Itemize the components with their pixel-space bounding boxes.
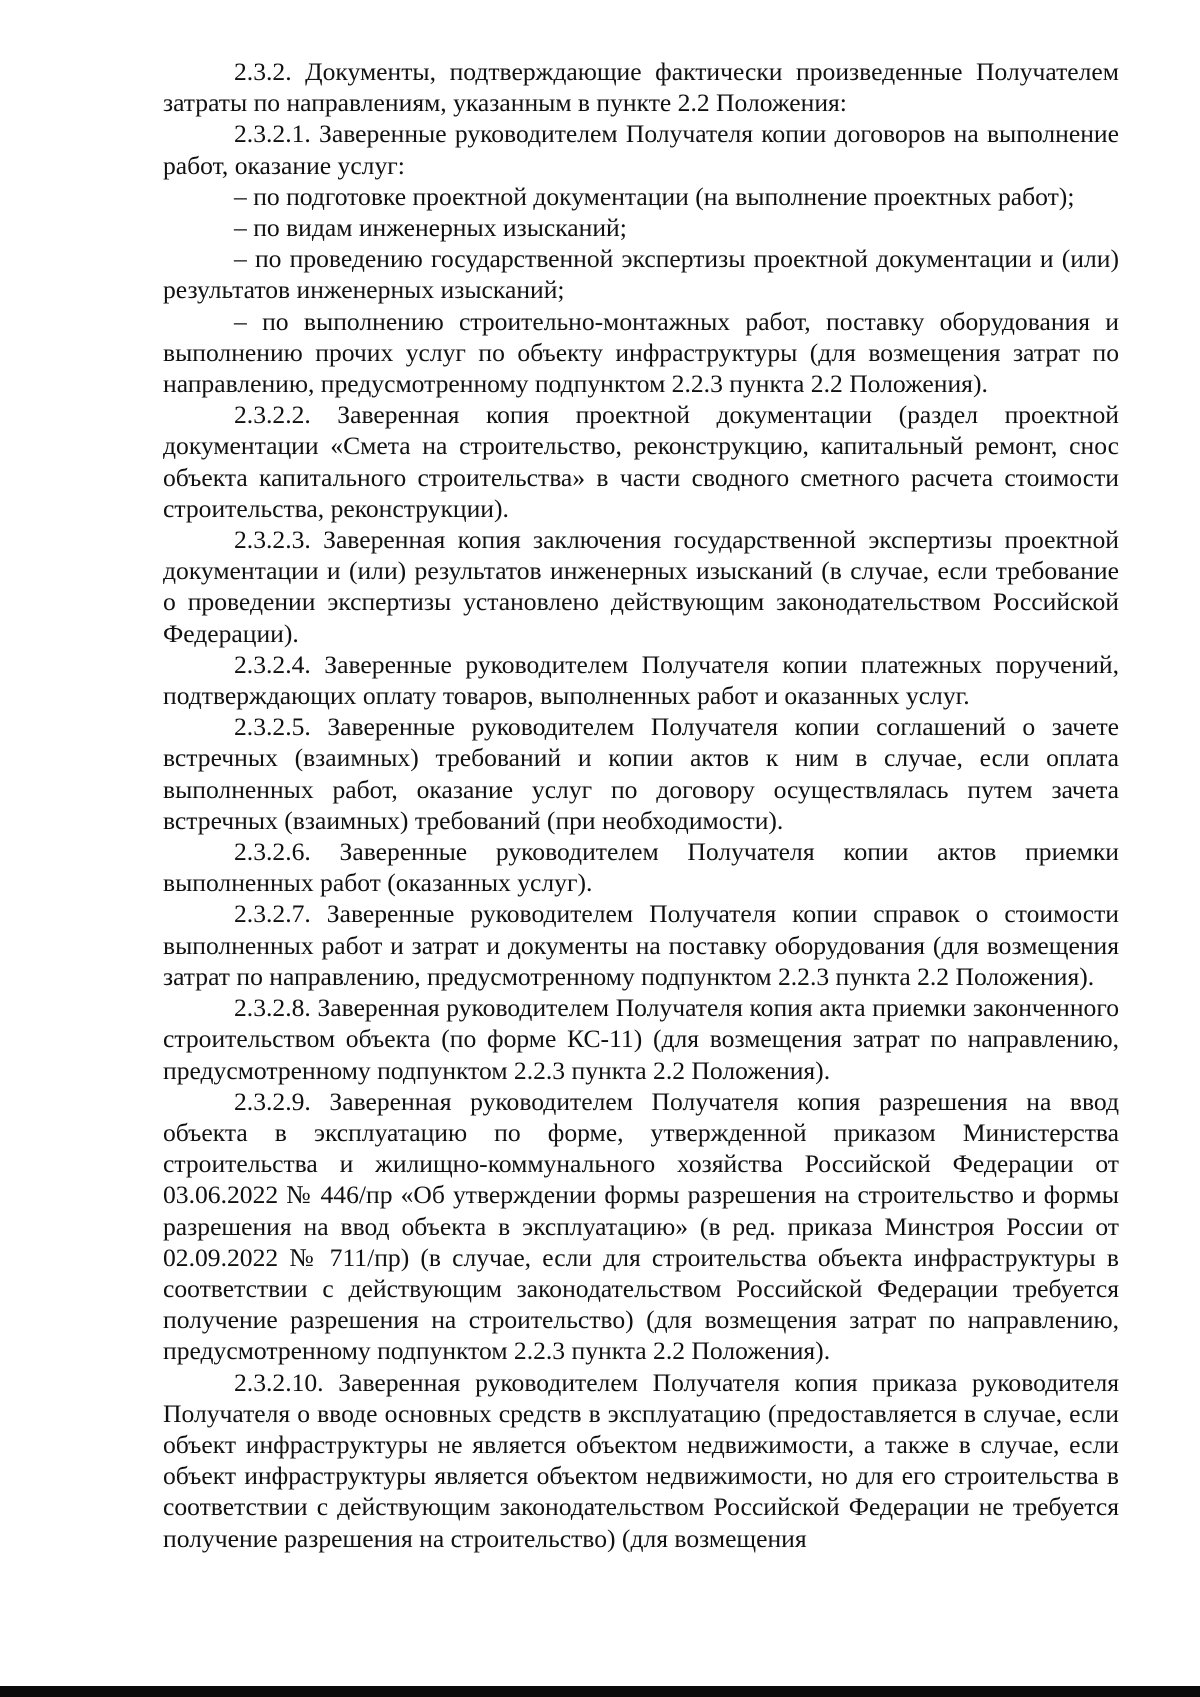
scan-bottom-edge (0, 1686, 1200, 1697)
list-item-engineering-surveys: – по видам инженерных изысканий; (234, 213, 627, 243)
paragraph-2-3-2-9: 2.3.2.9. Заверенная руководителем Получателя копия разрешения на ввод объекта в эксплуатацию по форме, утвержденной приказом Министерства строительства и жилищно-коммунального хозяйства Российской Федерации от 03.06.2022 № 446/пр «Об утверждении формы разрешения на строительство и формы разрешения на ввод объекта в эксплуатацию» (в ред. приказа Минстроя России от 02.09.2022 № 711/пр) (в случае, если для строительства объекта инфраструктуры в соответствии с действующим законодательством Российской Федерации требуется получение разрешения на строительство) (для возмещения затрат по направлению, предусмотренному подпунктом 2.2.3 пункта 2.2 Положения). (163, 1086, 1119, 1366)
paragraph-2-3-2-4: 2.3.2.4. Заверенные руководителем Получателя копии платежных поручений, подтверждающих оплату товаров, выполненных работ и оказанных услуг. (163, 649, 1119, 711)
paragraph-2-3-2-6: 2.3.2.6. Заверенные руководителем Получателя копии актов приемки выполненных работ (оказанных услуг). (163, 837, 1119, 898)
list-item-design-docs: – по подготовке проектной документации (на выполнение проектных работ); (234, 181, 1075, 211)
paragraph-2-3-2-3: 2.3.2.3. Заверенная копия заключения государственной экспертизы проектной документации и (или) результатов инженерных изысканий (в случае, если требование о проведении экспертизы установлено действующим законодательством Российской Федерации). (163, 525, 1119, 648)
list-item-construction-works: – по выполнению строительно-монтажных работ, поставку оборудования и выполнению прочих услуг по объекту инфраструктуры (для возмещения затрат по направлению, предусмотренному подпунктом 2.2.3 пункта 2.2 Положения). (163, 306, 1119, 399)
paragraph-2-3-2-1: 2.3.2.1. Заверенные руководителем Получателя копии договоров на выполнение работ, оказание услуг: (163, 119, 1119, 180)
paragraph-2-3-2-5: 2.3.2.5. Заверенные руководителем Получателя копии соглашений о зачете встречных (взаимных) требований и копии актов к ним в случае, если оплата выполненных работ, оказание услуг по договору осуществлялась путем зачета встречных (взаимных) требований (при необходимости). (163, 712, 1119, 835)
paragraph-2-3-2-8: 2.3.2.8. Заверенная руководителем Получателя копия акта приемки законченного строительством объекта (по форме КС-11) (для возмещения затрат по направлению, предусмотренному подпунктом 2.2.3 пункта 2.2 Положения). (163, 993, 1119, 1085)
paragraph-2-3-2-7: 2.3.2.7. Заверенные руководителем Получателя копии справок о стоимости выполненных работ и затрат и документы на поставку оборудования (для возмещения затрат по направлению, предусмотренному подпунктом 2.2.3 пункта 2.2 Положения). (163, 899, 1119, 991)
paragraph-2-3-2-10: 2.3.2.10. Заверенная руководителем Получателя копия приказа руководителя Получателя о вводе основных средств в эксплуатацию (предоставляется в случае, если объект инфраструктуры не является объектом недвижимости, а также в случае, если объект инфраструктуры является объектом недвижимости, но для его строительства в соответствии с действующим законодательством Российской Федерации не требуется получение разрешения на строительство) (для возмещения (163, 1367, 1119, 1553)
document-body (163, 56, 1119, 1554)
paragraph-2-3-2: 2.3.2. Документы, подтверждающие фактически произведенные Получателем затраты по направлениям, указанным в пункте 2.2 Положения: (163, 57, 1119, 118)
list-item-state-expertise: – по проведению государственной экспертизы проектной документации и (или) результатов инженерных изысканий; (163, 244, 1119, 305)
paragraph-2-3-2-2: 2.3.2.2. Заверенная копия проектной документации (раздел проектной документации «Смета на строительство, реконструкцию, капитальный ремонт, снос объекта капитального строительства» в части сводного сметного расчета стоимости строительства, реконструкции). (163, 400, 1119, 523)
